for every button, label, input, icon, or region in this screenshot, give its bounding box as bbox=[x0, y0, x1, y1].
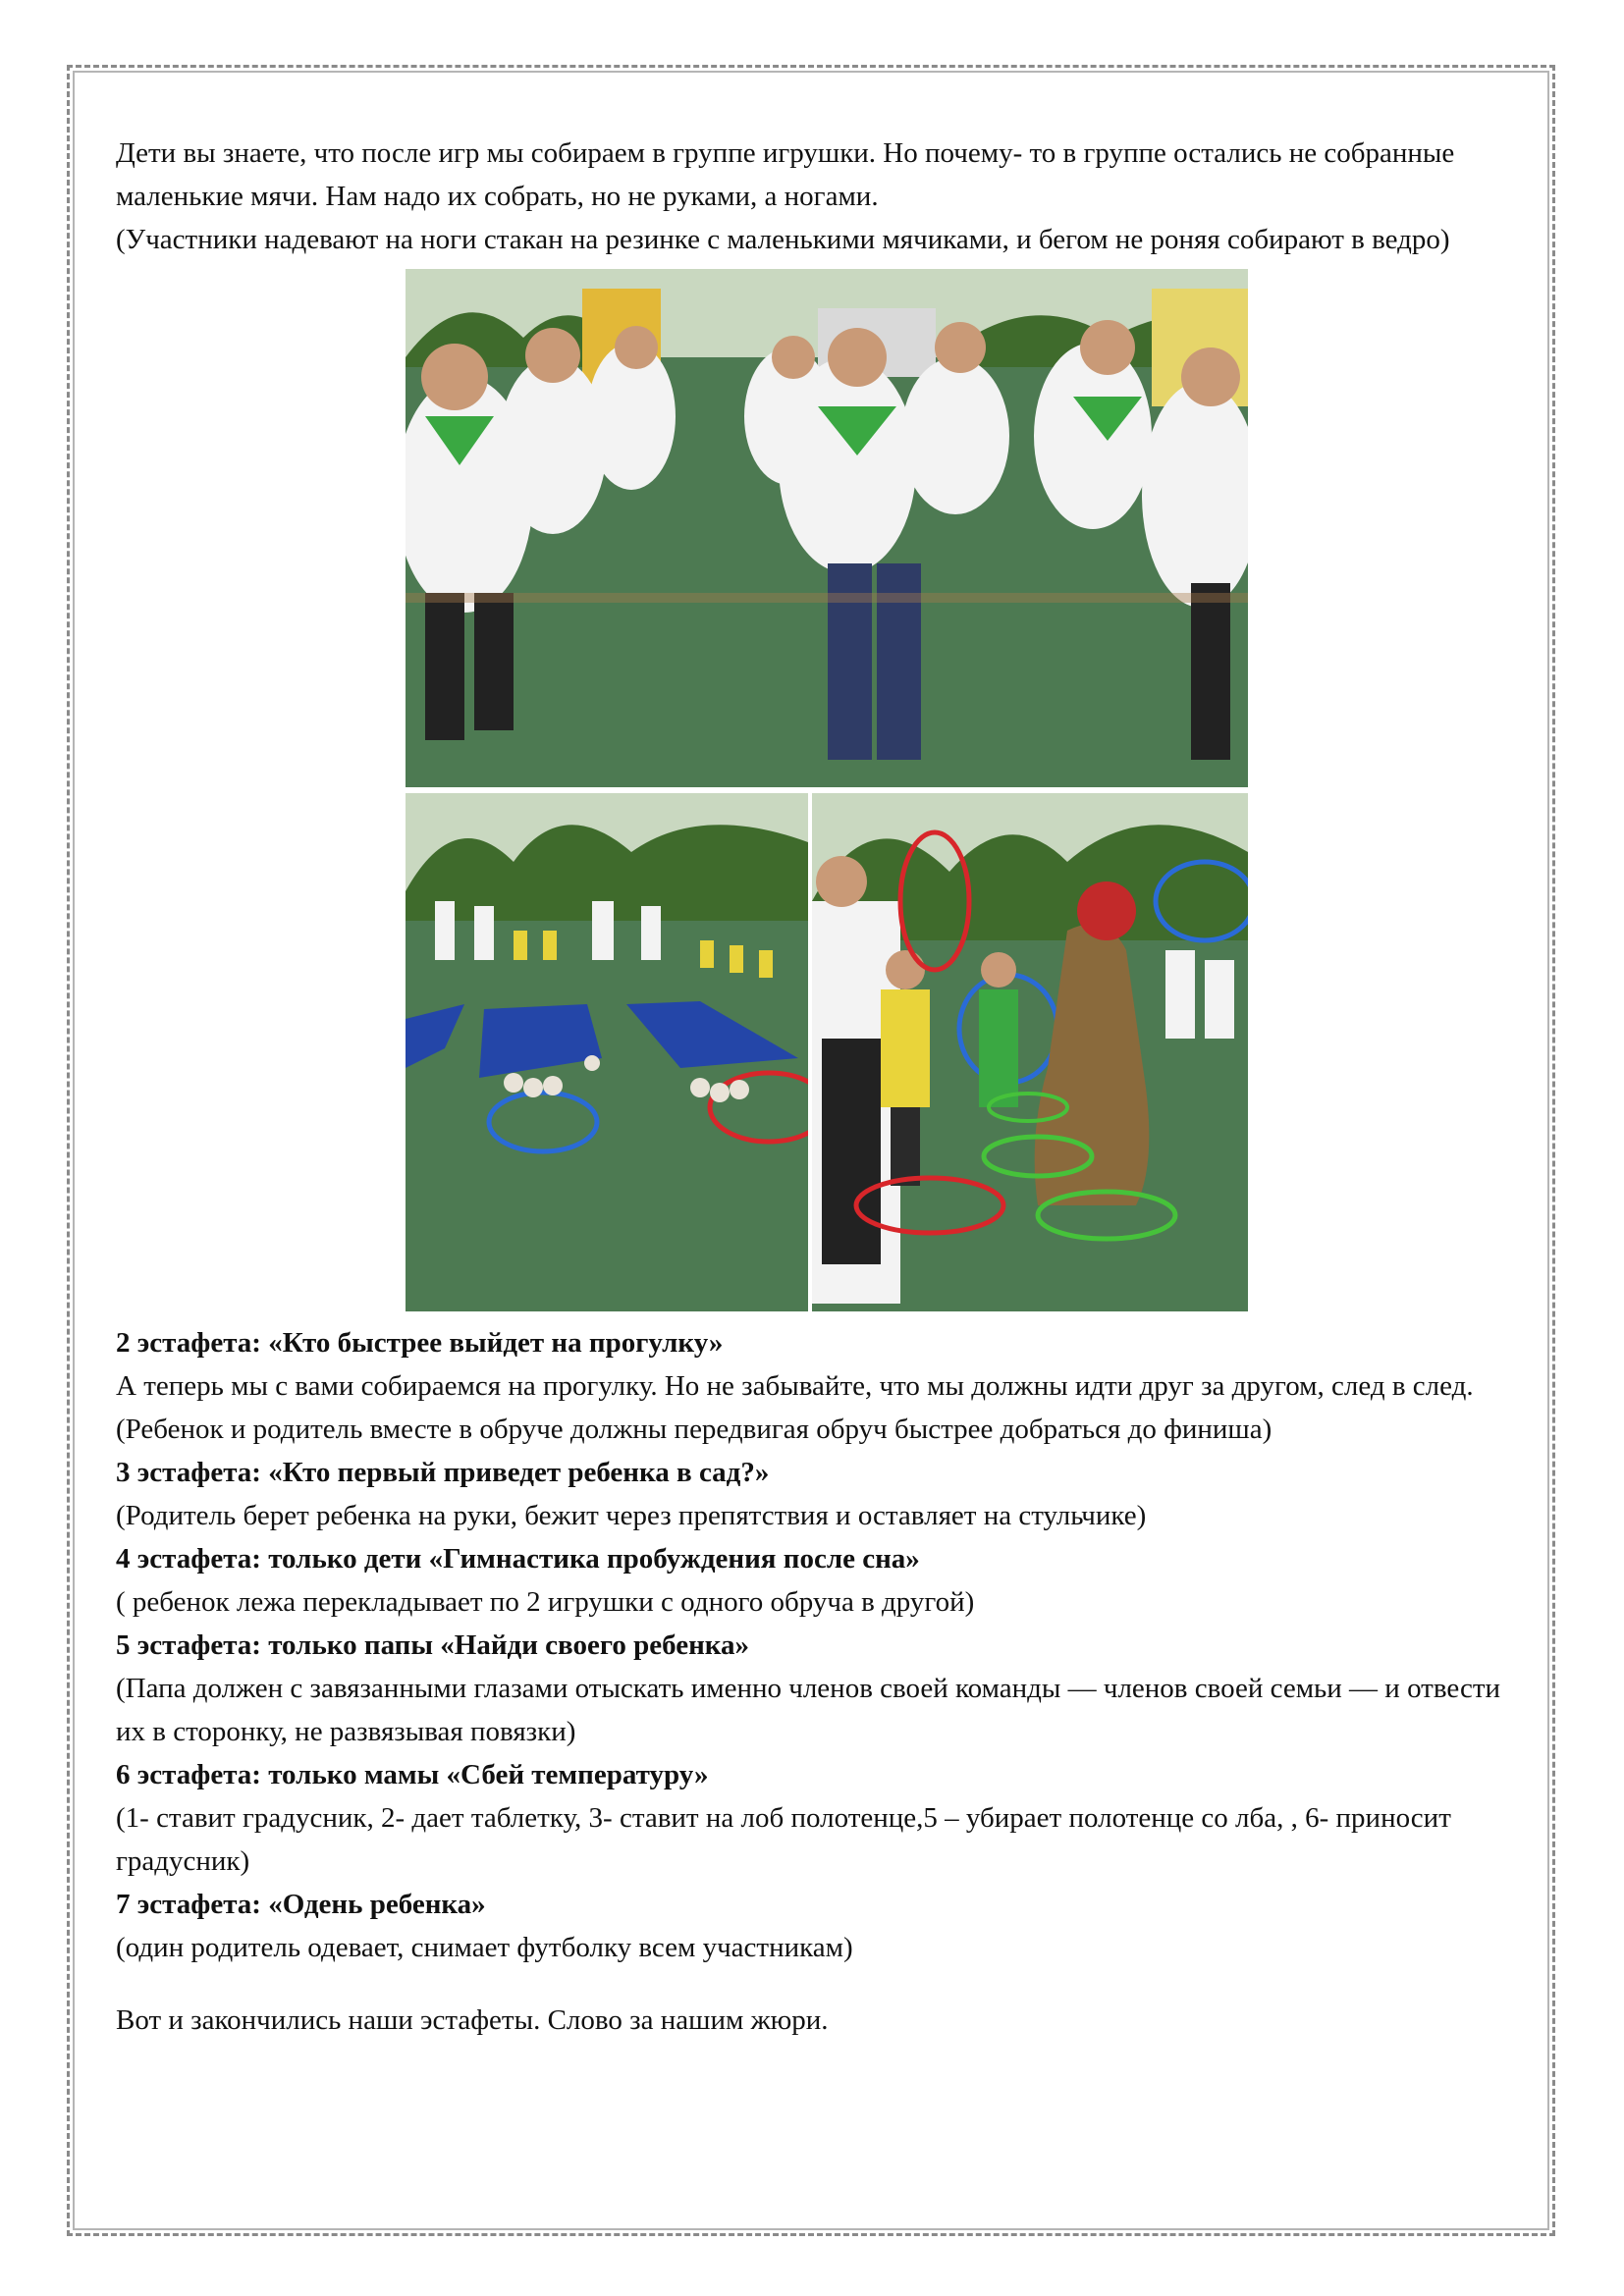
photo-parents-seated bbox=[406, 269, 1248, 787]
relay-3-note: (Родитель берет ребенка на руки, бежит через препятствия и оставляет на стульчике) bbox=[116, 1500, 1147, 1531]
photo-hoops-costume-image bbox=[812, 793, 1248, 1311]
photo-gymnastics-mats bbox=[406, 793, 808, 1311]
relay-3-title: 3 эстафета: «Кто первый приведет ребенка в сад?» bbox=[116, 1457, 770, 1488]
intro-paragraph: Дети вы знаете, что после игр мы собираем в группе игрушки. Но почему- то в группе остались не собранные маленькие мячи. Нам надо их собрать, но не руками, а ногами. bbox=[116, 137, 1455, 212]
relay-5-note: (Папа должен с завязанными глазами отыскать именно членов своей команды — членов своей семьи — и отвести их в сторонку, не развязывая повязки) bbox=[116, 1673, 1501, 1747]
relay-5-title: 5 эстафета: только папы «Найди своего ребенка» bbox=[116, 1629, 750, 1661]
photo-gymnastics-mats-image bbox=[406, 793, 808, 1311]
intro-note: (Участники надевают на ноги стакан на резинке с маленькими мячиками, и бегом не роняя собирают в ведро) bbox=[116, 224, 1450, 255]
closing-paragraph: Вот и закончились наши эстафеты. Слово за нашим жюри. bbox=[116, 2004, 829, 2036]
photo-parents-seated-image bbox=[406, 269, 1248, 787]
relay-7-title: 7 эстафета: «Одень ребенка» bbox=[116, 1889, 486, 1920]
relay-2-note: (Ребенок и родитель вместе в обруче должны передвигая обруч быстрее добраться до финиша) bbox=[116, 1414, 1272, 1445]
photo-collage bbox=[406, 269, 1250, 1313]
relay-4-note: ( ребенок лежа перекладывает по 2 игрушки с одного обруча в другой) bbox=[116, 1586, 975, 1618]
spacer bbox=[116, 1969, 1530, 1999]
photo-hoops-costume bbox=[812, 793, 1248, 1311]
relay-7-note: (один родитель одевает, снимает футболку всем участникам) bbox=[116, 1932, 853, 1963]
document-body bbox=[116, 132, 1530, 2042]
relay-2-title: 2 эстафета: «Кто быстрее выйдет на прогулку» bbox=[116, 1327, 724, 1359]
relay-6-title: 6 эстафета: только мамы «Сбей температуру» bbox=[116, 1759, 709, 1790]
relay-4-title: 4 эстафета: только дети «Гимнастика пробуждения после сна» bbox=[116, 1543, 920, 1575]
relay-6-note: (1- ставит градусник, 2- дает таблетку, 3- ставит на лоб полотенце,5 – убирает полотенце со лба, , 6- приносит градусник) bbox=[116, 1802, 1451, 1877]
relay-2-text: А теперь мы с вами собираемся на прогулку. Но не забывайте, что мы должны идти друг за другом, след в след. bbox=[116, 1370, 1474, 1402]
